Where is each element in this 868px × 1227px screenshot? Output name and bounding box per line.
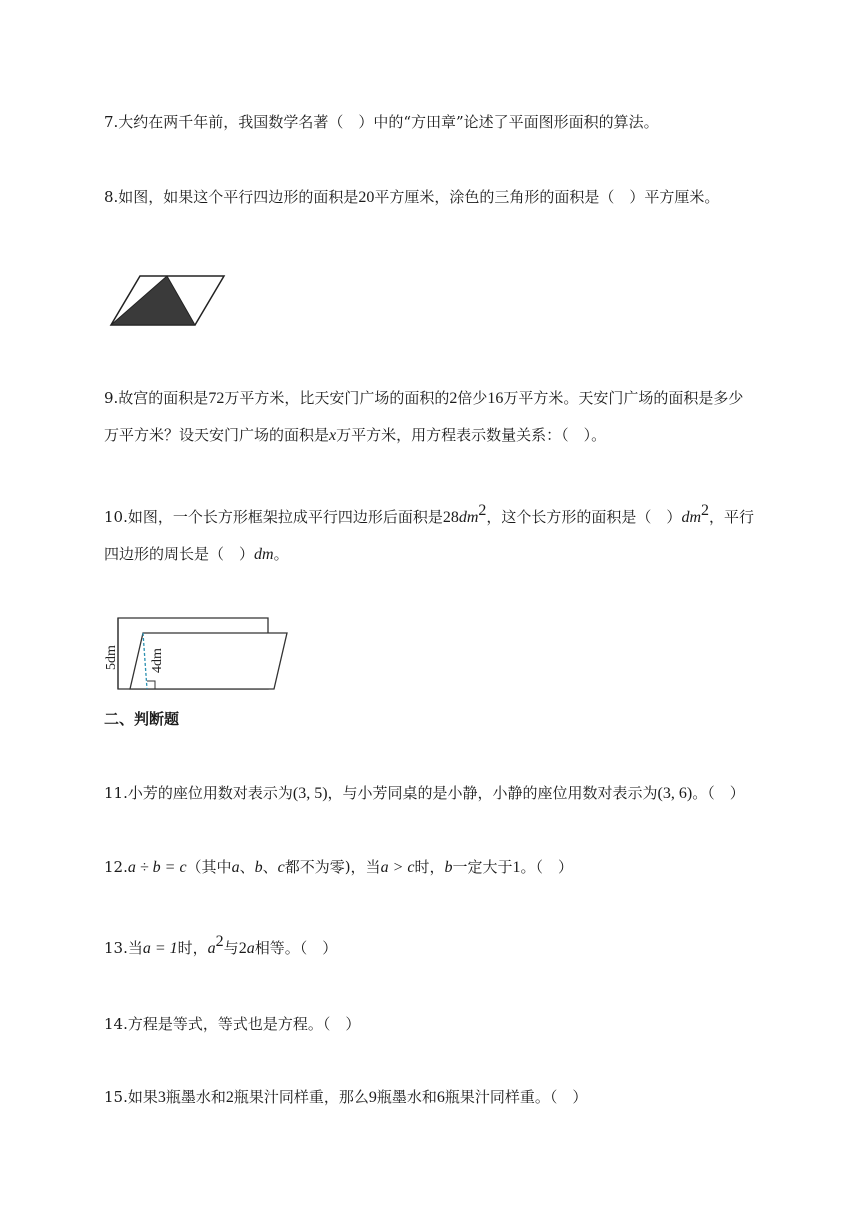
question-15: 15.如果3瓶墨水和2瓶果汁同样重，那么9瓶墨水和6瓶果汁同样重。（ ）	[104, 1088, 588, 1106]
section-2-title: 二、判断题	[104, 710, 180, 728]
question-12: 12.a ÷ b = c（其中a、b、c都不为零)，当a > c时，b一定大于1。（ ）	[104, 858, 574, 876]
label-5dm: 5dm	[104, 645, 119, 670]
question-11: 11.小芳的座位用数对表示为(3, 5)，与小芳同桌的是小静，小静的座位用数对表示为(3, 6)。（ ）	[104, 784, 745, 802]
label-4dm: 4dm	[150, 648, 165, 673]
question-10-line-2: 四边形的周长是（ ）dm。	[104, 545, 289, 563]
question-14: 14.方程是等式，等式也是方程。（ ）	[104, 1015, 361, 1033]
question-13: 13.当a = 1时，$a^2$与2a相等。（ ）	[104, 933, 338, 957]
q7-text: 7.大约在两千年前，我国数学名著（ ）中的“方田章”论述了平面图形面积的算法。	[104, 113, 659, 131]
question-9-line-1: 9.故宫的面积是72万平方米，比天安门广场的面积的2倍少16万平方米。天安门广场的面积是多少	[104, 389, 744, 407]
question-7	[104, 112, 659, 132]
question-8: 8.如图，如果这个平行四边形的面积是20平方厘米，涂色的三角形的面积是（ ）平方厘米。	[104, 188, 720, 206]
question-9-line-2: 万平方米？设天安门广场的面积是x万平方米，用方程表示数量关系：（ ）。	[104, 426, 607, 444]
parallelogram-figure	[110, 274, 228, 328]
rectangle-parallelogram-figure	[100, 612, 300, 696]
shaded-triangle	[111, 276, 195, 325]
question-10-line-1: 10.如图，一个长方形框架拉成平行四边形后面积是$28dm^2$，这个长方形的面积是（ ）$dm^2$，平行	[104, 502, 755, 526]
